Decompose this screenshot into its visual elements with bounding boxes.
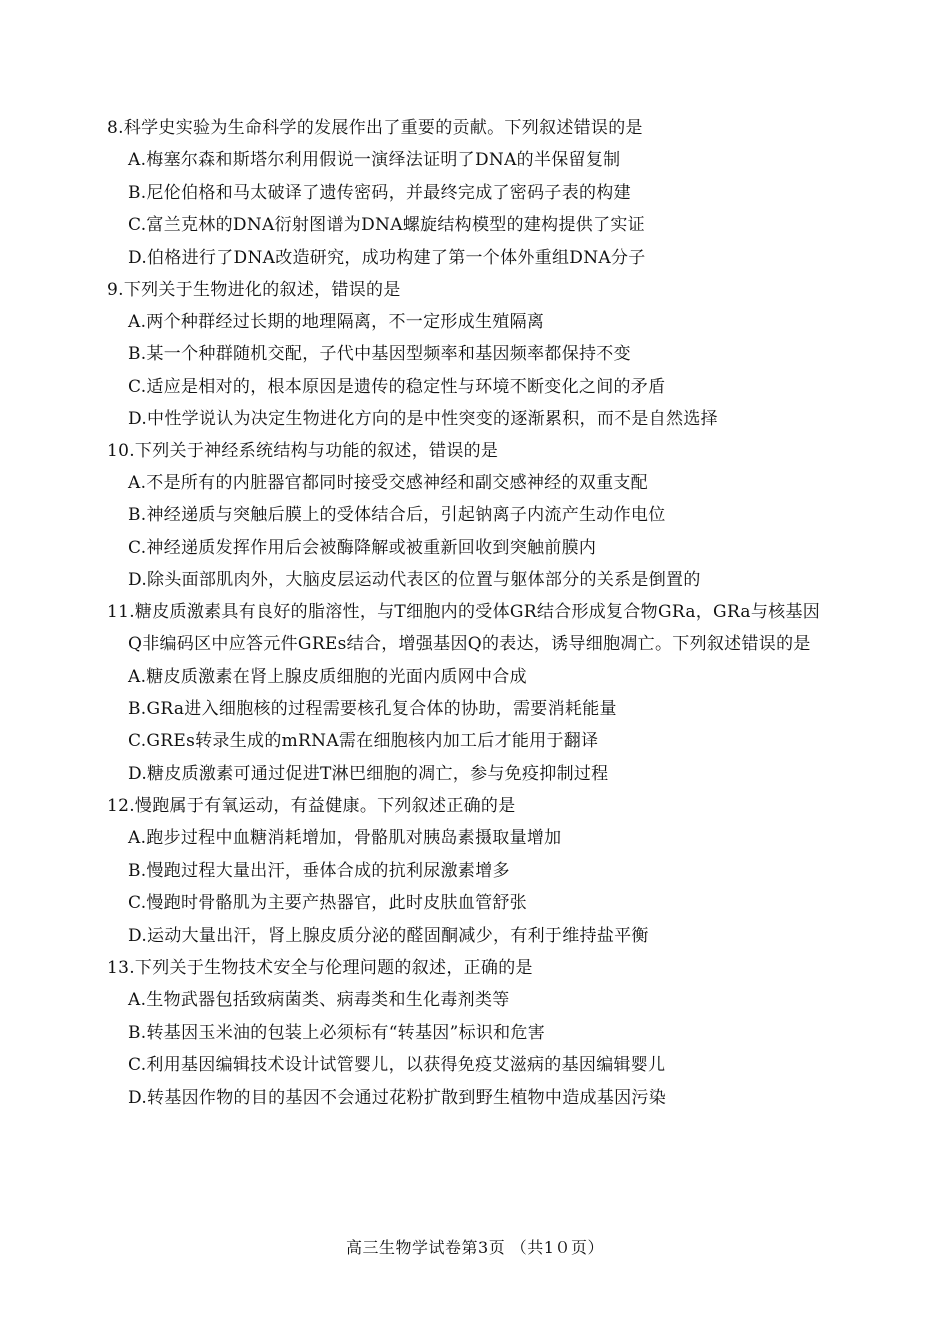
question-9-option-d: D.中性学说认为决定生物进化方向的是中性突变的逐渐累积，而不是自然选择 — [128, 409, 718, 429]
question-8-option-c: C.富兰克林的DNA衍射图谱为DNA螺旋结构模型的建构提供了实证 — [128, 215, 645, 235]
question-9-option-a: A.两个种群经过长期的地理隔离，不一定形成生殖隔离 — [128, 312, 545, 332]
question-8-option-b: B.尼伦伯格和马太破译了遗传密码，并最终完成了密码子表的构建 — [128, 183, 631, 203]
question-11-option-d: D.糖皮质激素可通过促进T淋巴细胞的凋亡，参与免疫抑制过程 — [128, 764, 609, 784]
question-11-option-a: A.糖皮质激素在肾上腺皮质细胞的光面内质网中合成 — [128, 667, 527, 687]
question-8-option-d: D.伯格进行了DNA改造研究，成功构建了第一个体外重组DNA分子 — [128, 248, 646, 268]
question-13-option-b: B.转基因玉米油的包装上必须标有“转基因”标识和危害 — [128, 1023, 546, 1043]
question-9-option-b: B.某一个种群随机交配，子代中基因型频率和基因频率都保持不变 — [128, 344, 631, 364]
question-8-stem: 8.科学史实验为生命科学的发展作出了重要的贡献。下列叙述错误的是 — [107, 118, 643, 138]
question-12-option-d: D.运动大量出汗，肾上腺皮质分泌的醛固酮减少，有利于维持盐平衡 — [128, 926, 649, 946]
question-10-option-b: B.神经递质与突触后膜上的受体结合后，引起钠离子内流产生动作电位 — [128, 505, 666, 525]
question-10-option-d: D.除头面部肌肉外，大脑皮层运动代表区的位置与躯体部分的关系是倒置的 — [128, 570, 701, 590]
question-12-option-b: B.慢跑过程大量出汗，垂体合成的抗利尿激素增多 — [128, 861, 510, 881]
question-9-stem: 9.下列关于生物进化的叙述，错误的是 — [107, 280, 401, 300]
question-11-stem: 11.糖皮质激素具有良好的脂溶性，与T细胞内的受体GR结合形成复合物GRa，GRa与核基因 — [107, 602, 821, 622]
question-10-option-c: C.神经递质发挥作用后会被酶降解或被重新回收到突触前膜内 — [128, 538, 597, 558]
question-13-stem: 13.下列关于生物技术安全与伦理问题的叙述，正确的是 — [107, 958, 533, 978]
question-10-option-a: A.不是所有的内脏器官都同时接受交感神经和副交感神经的双重支配 — [128, 473, 648, 493]
question-12-stem: 12.慢跑属于有氧运动，有益健康。下列叙述正确的是 — [107, 796, 516, 816]
question-10-stem: 10.下列关于神经系统结构与功能的叙述，错误的是 — [107, 441, 499, 461]
question-12-option-c: C.慢跑时骨骼肌为主要产热器官，此时皮肤血管舒张 — [128, 893, 528, 913]
question-11-stem-continued: Q非编码区中应答元件GREs结合，增强基因Q的表达，诱导细胞凋亡。下列叙述错误的是 — [128, 634, 811, 654]
question-13-option-d: D.转基因作物的目的基因不会通过花粉扩散到野生植物中造成基因污染 — [128, 1088, 667, 1108]
question-11-option-c: C.GREs转录生成的mRNA需在细胞核内加工后才能用于翻译 — [128, 731, 599, 751]
question-12-option-a: A.跑步过程中血糖消耗增加，骨骼肌对胰岛素摄取量增加 — [128, 828, 562, 848]
question-13-option-a: A.生物武器包括致病菌类、病毒类和生化毒剂类等 — [128, 990, 510, 1010]
question-11-option-b: B.GRa进入细胞核的过程需要核孔复合体的协助，需要消耗能量 — [128, 699, 617, 719]
question-13-option-c: C.利用基因编辑技术设计试管婴儿，以获得免疫艾滋病的基因编辑婴儿 — [128, 1055, 666, 1075]
question-9-option-c: C.适应是相对的，根本原因是遗传的稳定性与环境不断变化之间的矛盾 — [128, 377, 666, 397]
page-footer: 高三生物学试卷第3页 （共1０页） — [346, 1238, 604, 1257]
question-8-option-a: A.梅塞尔森和斯塔尔利用假说一演绎法证明了DNA的半保留复制 — [128, 150, 621, 170]
